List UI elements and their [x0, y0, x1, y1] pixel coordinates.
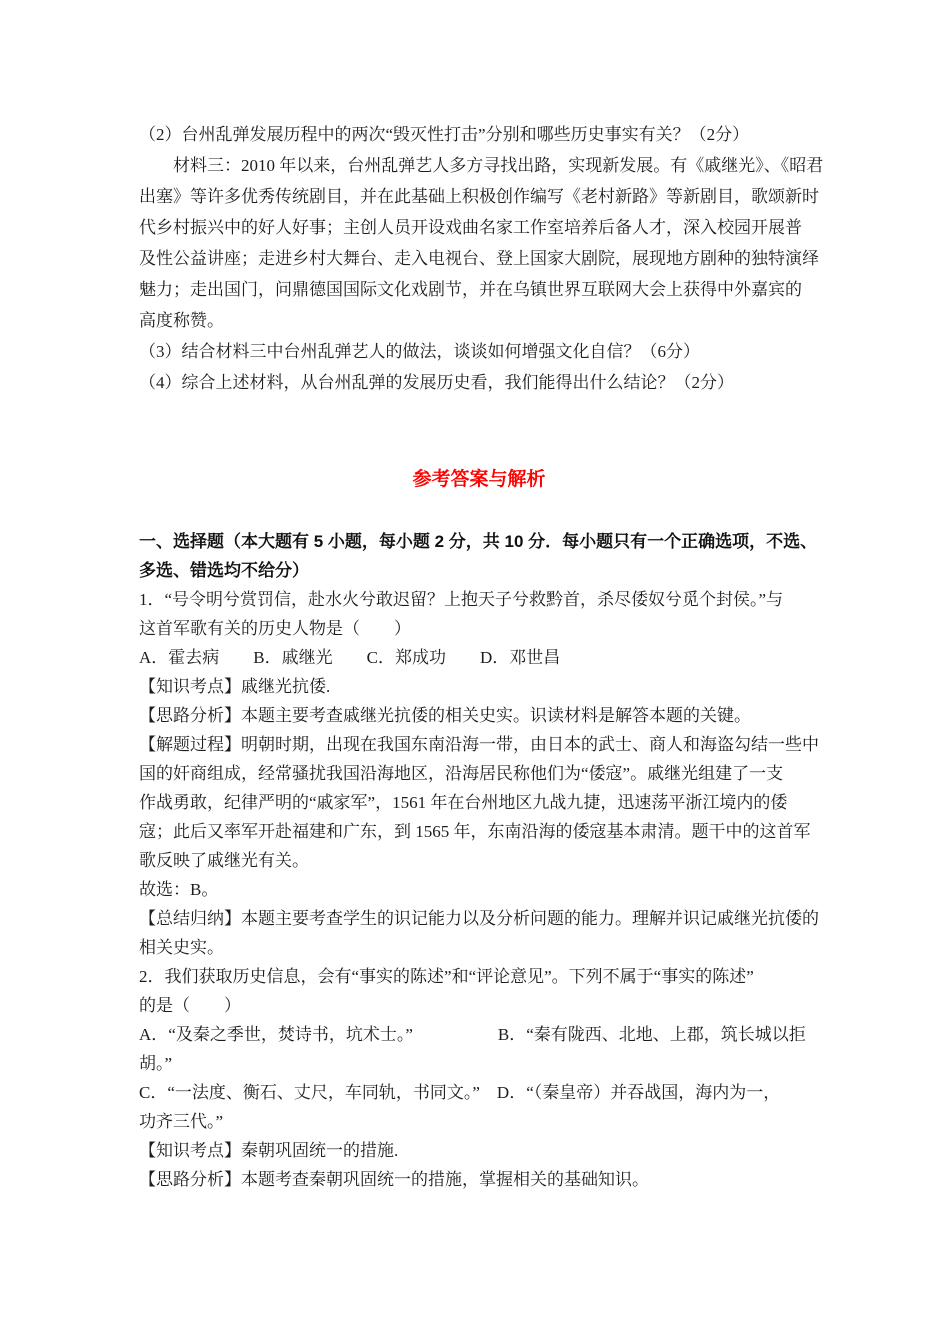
answer-text-line: C．“一法度、衡石、丈尺，车同轨，书同文。” D．“（秦皇帝）并吞战国，海内为一，: [139, 1083, 781, 1102]
answer-text-line: 【思路分析】本题主要考查戚继光抗倭的相关史实。识读材料是解答本题的关键。: [139, 706, 751, 725]
multiple-choice-heading: [139, 527, 829, 585]
answer-text-line: 【解题过程】明朝时期，出现在我国东南沿海一带，由日本的武士、商人和海盗勾结一些中: [139, 735, 819, 754]
answer-text-line: 作战勇敢，纪律严明的“戚家军”，1561 年在台州地区九战九捷，迅速荡平浙江境内的倭: [139, 793, 788, 812]
answer-text-line: 胡。”: [139, 1054, 173, 1073]
answer-lines: [139, 585, 829, 1194]
answer-text-line: 【知识考点】戚继光抗倭.: [139, 677, 331, 696]
question-text-line: 出塞》等许多优秀传统剧目，并在此基础上积极创作编写《老村新路》等新剧目，歌颂新时: [139, 187, 819, 206]
answer-text-line: 1．“号令明兮赏罚信，赴水火兮敢迟留？上抱天子兮救黔首，杀尽倭奴兮觅个封侯。”与: [139, 590, 784, 609]
question-section: [139, 119, 829, 398]
question-text-line: 高度称赞。: [139, 311, 224, 330]
answer-text-line: 歌反映了戚继光有关。: [139, 851, 309, 870]
question-text-line: （2）台州乱弹发展历程中的两次“毁灭性打击”分别和哪些历史事实有关？（2分）: [139, 125, 750, 144]
answer-text-line: 这首军歌有关的历史人物是（ ）: [139, 619, 411, 638]
answer-text-line: 【总结归纳】本题主要考查学生的识记能力以及分析问题的能力。理解并识记戚继光抗倭的: [139, 909, 819, 928]
answer-text-line: 【思路分析】本题考查秦朝巩固统一的措施，掌握相关的基础知识。: [139, 1170, 649, 1189]
answer-text-line: 2．我们获取历史信息，会有“事实的陈述”和“评论意见”。下列不属于“事实的陈述”: [139, 967, 754, 986]
document-content: [139, 0, 829, 1194]
answer-text-line: A．“及秦之季世，焚诗书，坑术士。” B．“秦有陇西、北地、上郡，筑长城以拒: [139, 1025, 806, 1044]
answer-text-line: 相关史实。: [139, 938, 224, 957]
answer-text-line: 功齐三代。”: [139, 1112, 224, 1131]
section-heading-line: 一、选择题（本大题有 5 小题，每小题 2 分，共 10 分．每小题只有一个正确选项，不选、: [139, 532, 818, 551]
answer-text-line: A．霍去病 B．戚继光 C．郑成功 D．邓世昌: [139, 648, 561, 667]
answer-text-line: 的是（ ）: [139, 996, 241, 1015]
question-text-line: 代乡村振兴中的好人好事；主创人员开设戏曲名家工作室培养后备人才，深入校园开展普: [139, 218, 802, 237]
section-heading-line: 多选、错选均不给分）: [139, 561, 309, 580]
answers-section: [139, 527, 829, 1194]
question-text-line: （3）结合材料三中台州乱弹艺人的做法，谈谈如何增强文化自信？（6分）: [139, 342, 700, 361]
question-text-line: （4）综合上述材料，从台州乱弹的发展历史看，我们能得出什么结论？（2分）: [139, 373, 734, 392]
question-text-line: 魅力；走出国门，问鼎德国国际文化戏剧节，并在乌镇世界互联网大会上获得中外嘉宾的: [139, 280, 802, 299]
answer-text-line: 寇；此后又率军开赴福建和广东，到 1565 年，东南沿海的倭寇基本肃清。题干中的这首军: [139, 822, 811, 841]
answer-text-line: 国的奸商组成，经常骚扰我国沿海地区，沿海居民称他们为“倭寇”。戚继光组建了一支: [139, 764, 784, 783]
answer-text-line: 【知识考点】秦朝巩固统一的措施.: [139, 1141, 399, 1160]
answers-title: 参考答案与解析: [412, 469, 546, 490]
answer-text-line: 故选：B。: [139, 880, 219, 899]
question-text-line: 材料三：2010 年以来，台州乱弹艺人多方寻找出路，实现新发展。有《戚继光》、《昭君: [139, 156, 824, 175]
question-text-line: 及性公益讲座；走进乡村大舞台、走入电视台、登上国家大剧院，展现地方剧种的独特演绎: [139, 249, 819, 268]
